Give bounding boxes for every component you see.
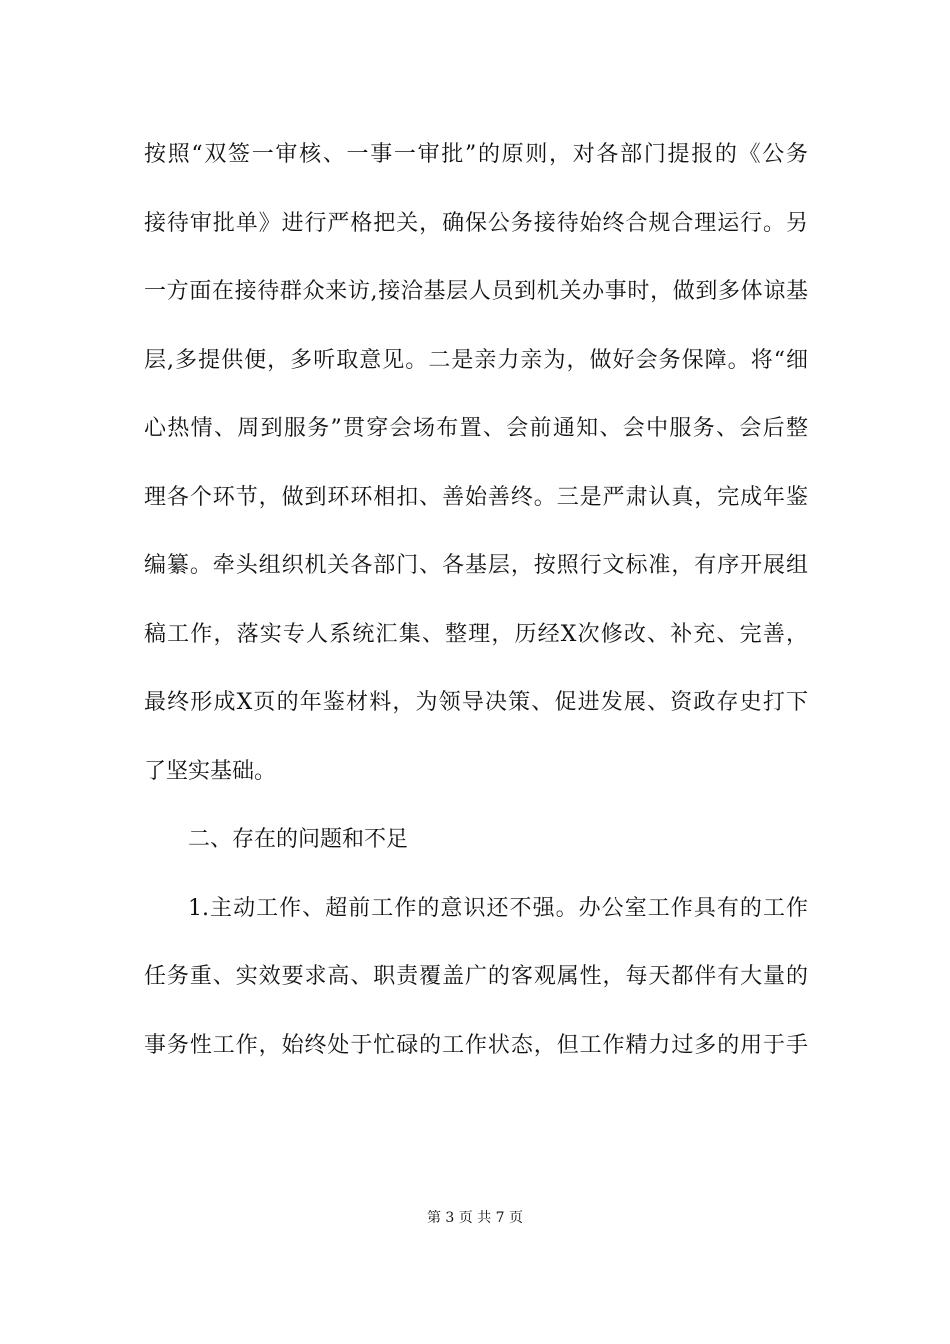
page-footer bbox=[0, 1208, 950, 1228]
page-number: 第 3 页 共 7 页 bbox=[426, 1210, 524, 1226]
text-line: 一方面在接待群众来访,接洽基层人员到机关办事时，做到多体谅基 bbox=[144, 279, 808, 304]
text-line: 任务重、实效要求高、职责覆盖广的客观属性，每天都伴有大量的 bbox=[144, 964, 808, 989]
text-line: 接待审批单》进行严格把关，确保公务接待始终合规合理运行。另 bbox=[144, 210, 808, 236]
text-line: 编纂。牵头组织机关各部门、各基层，按照行文标准，有序开展组 bbox=[144, 553, 808, 578]
text-line: 稿工作，落实专人系统汇集、整理，历经X次修改、补充、完善， bbox=[144, 621, 808, 647]
body-text bbox=[144, 126, 808, 1085]
paragraph-first-line: 1.主动工作、超前工作的意识还不强。办公室工作具有的工作 bbox=[188, 895, 808, 921]
text-line: 事务性工作，始终处于忙碌的工作状态，但工作精力过多的用于手 bbox=[144, 1032, 808, 1058]
text-line-last: 了坚实基础。 bbox=[144, 758, 277, 784]
text-line: 最终形成X页的年鉴材料，为领导决策、促进发展、资政存史打下 bbox=[144, 690, 808, 715]
text-line: 心热情、周到服务”贯穿会场布置、会前通知、会中服务、会后整 bbox=[144, 416, 808, 441]
section-heading: 二、存在的问题和不足 bbox=[188, 827, 409, 852]
text-line: 层,多提供便，多听取意见。二是亲力亲为，做好会务保障。将“细 bbox=[144, 347, 808, 373]
text-line: 理各个环节，做到环环相扣、善始善终。三是严肃认真，完成年鉴 bbox=[144, 484, 808, 510]
text-line: 按照“双签一审核、一事一审批”的原则，对各部门提报的《公务 bbox=[144, 142, 808, 167]
